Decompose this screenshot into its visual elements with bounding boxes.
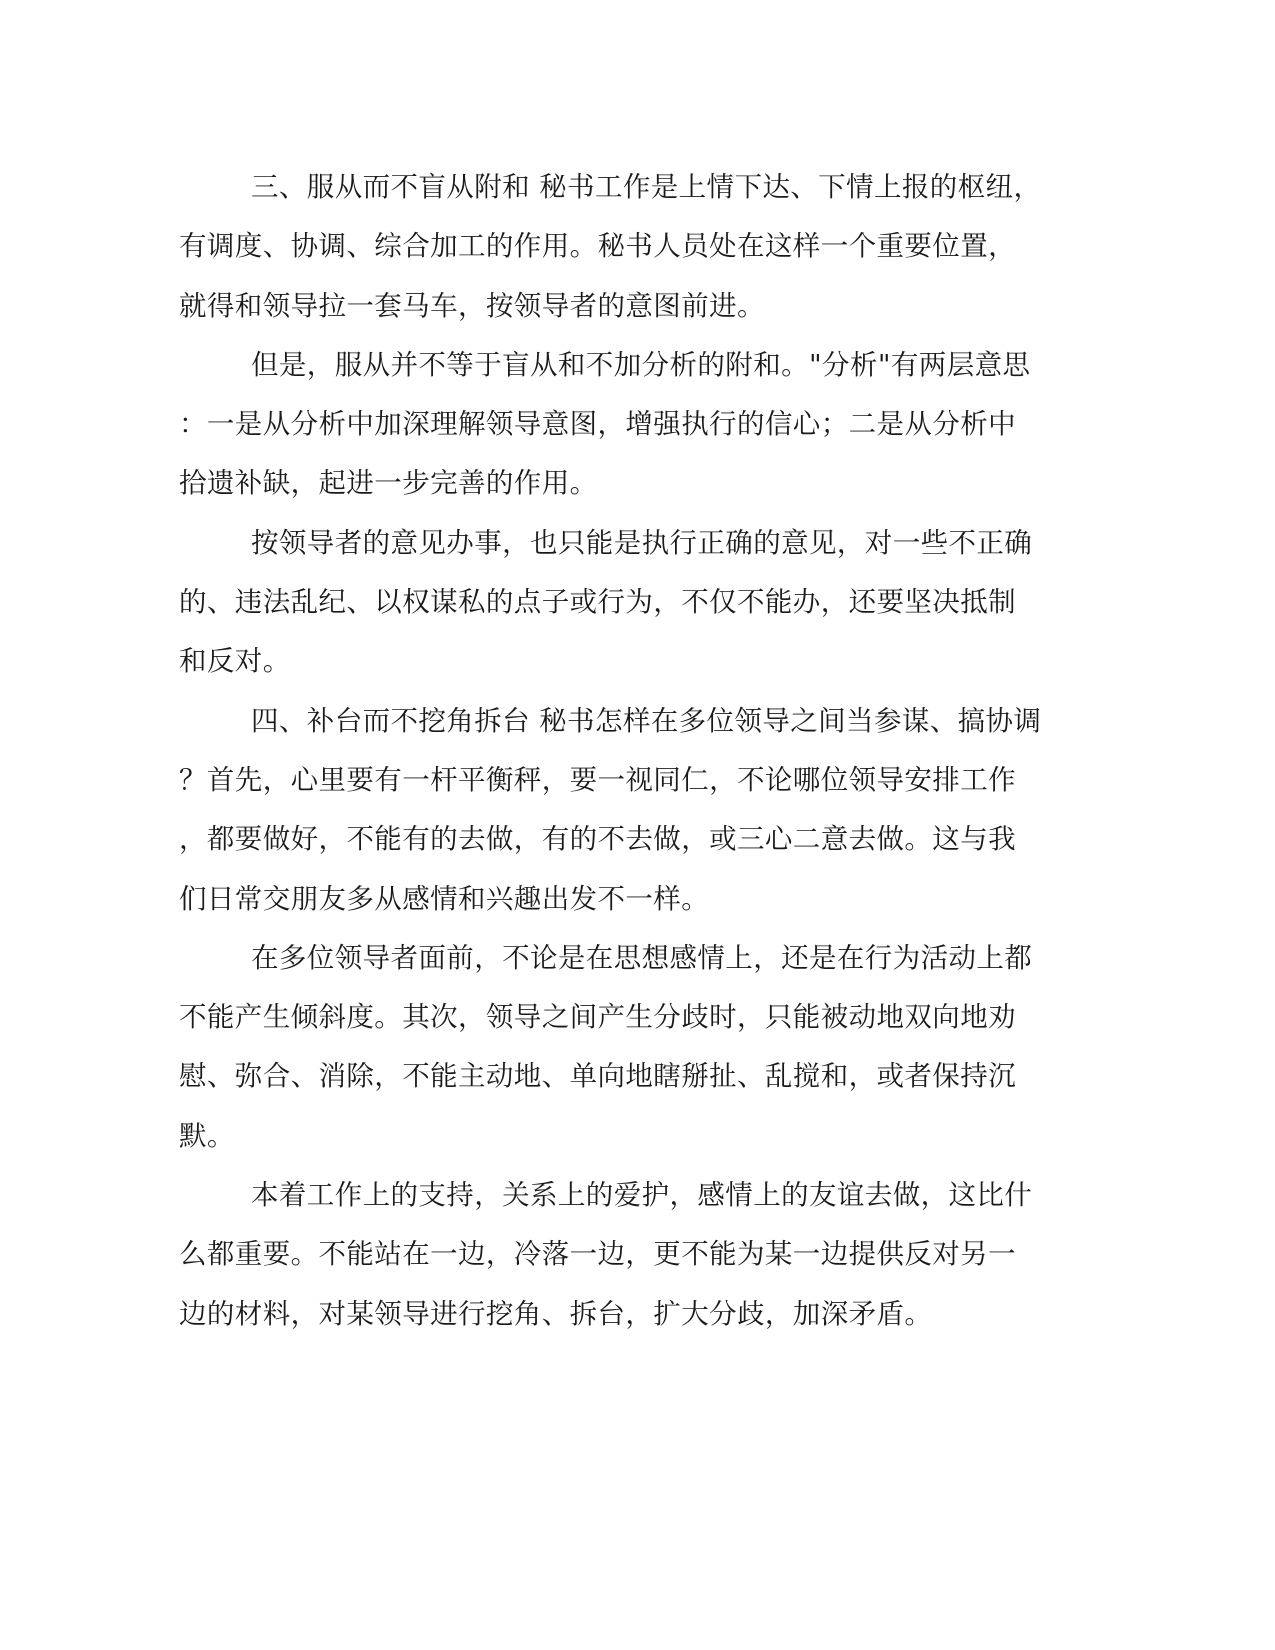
paragraph-line: ，都要做好，不能有的去做，有的不去做，或三心二意去做。这与我 — [179, 823, 1016, 856]
paragraph-line: 和反对。 — [179, 645, 291, 678]
paragraph-line: 的、违法乱纪、以权谋私的点子或行为，不仅不能办，还要坚决抵制 — [179, 586, 1016, 619]
paragraph-line: 默。 — [179, 1119, 235, 1152]
paragraph-line: 有调度、协调、综合加工的作用。秘书人员处在这样一个重要位置， — [179, 230, 1016, 263]
paragraph-line: 但是，服从并不等于盲从和不加分析的附和。"分析"有两层意思 — [251, 348, 1031, 381]
paragraph-line: 不能产生倾斜度。其次，领导之间产生分歧时，只能被动地双向地劝 — [179, 1001, 1016, 1034]
paragraph-line: 在多位领导者面前，不论是在思想感情上，还是在行为活动上都 — [251, 941, 1033, 974]
paragraph-line: 拾遗补缺，起进一步完善的作用。 — [179, 467, 598, 500]
paragraph-line: ：一是从分析中加深理解领导意图，增强执行的信心；二是从分析中 — [179, 408, 1016, 441]
paragraph-line: 慰、弥合、消除，不能主动地、单向地瞎掰扯、乱搅和，或者保持沉 — [179, 1060, 1016, 1093]
paragraph-line: 边的材料，对某领导进行挖角、拆台，扩大分歧，加深矛盾。 — [179, 1297, 933, 1330]
paragraph-line: 么都重要。不能站在一边，冷落一边，更不能为某一边提供反对另一 — [179, 1238, 1016, 1271]
paragraph-line: 三、服从而不盲从附和 秘书工作是上情下达、下情上报的枢纽， — [251, 171, 1042, 203]
paragraph-line: 本着工作上的支持，关系上的爱护，感情上的友谊去做，这比什 — [251, 1179, 1033, 1212]
paragraph-line: 就得和领导拉一套马车，按领导者的意图前进。 — [179, 289, 765, 322]
paragraph-line: 四、补台而不挖角拆台 秘书怎样在多位领导之间当参谋、搞协调 — [251, 704, 1042, 737]
paragraph-line: 按领导者的意见办事，也只能是执行正确的意见，对一些不正确 — [251, 526, 1033, 559]
paragraph-line: ？首先，心里要有一杆平衡秤，要一视同仁，不论哪位领导安排工作 — [179, 763, 1016, 796]
paragraph-line: 们日常交朋友多从感情和兴趣出发不一样。 — [179, 882, 710, 915]
body-text — [179, 158, 1042, 1344]
